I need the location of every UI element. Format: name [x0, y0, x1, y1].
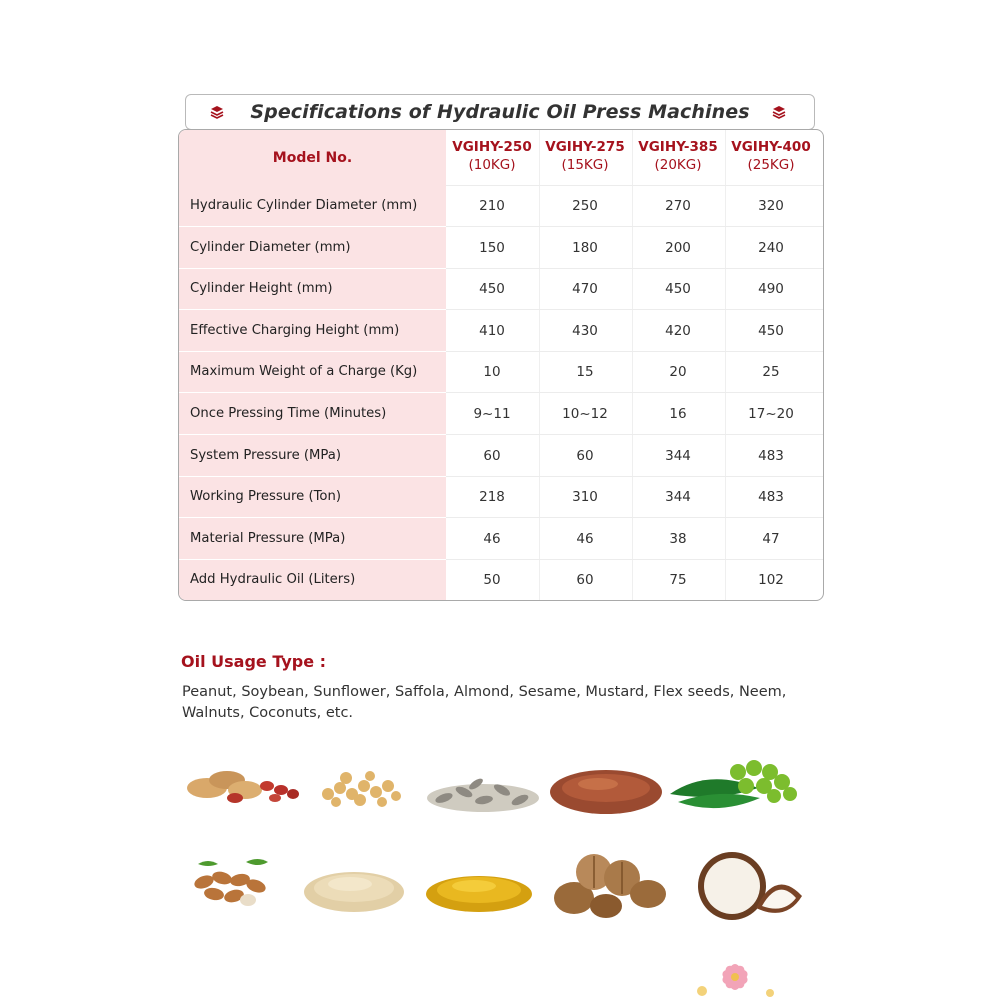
table-cell: 344 — [665, 489, 691, 506]
model-capacity: (25KG) — [747, 157, 795, 173]
soybean-image — [318, 764, 404, 810]
table-cell: 250 — [572, 198, 598, 214]
row-label: Hydraulic Cylinder Diameter (mm) — [190, 198, 418, 213]
table-cell: 210 — [479, 198, 505, 214]
table-cell: 16 — [669, 406, 687, 422]
table-cell: 490 — [758, 281, 784, 298]
spec-title-bar — [185, 94, 815, 130]
table-header-row — [179, 130, 823, 186]
table-row — [179, 519, 823, 560]
row-label: Working Pressure (Ton) — [190, 489, 342, 505]
model-header — [632, 138, 724, 174]
model-name: VGIHY-385 — [638, 139, 718, 155]
table-cell: 320 — [758, 198, 784, 214]
page-title: Specifications of Hydraulic Oil Press Machines — [250, 101, 750, 123]
table-cell: 200 — [665, 239, 691, 256]
table-cell: 483 — [758, 447, 784, 464]
almond-image — [188, 856, 272, 910]
spec-table — [178, 129, 824, 601]
table-cell: 240 — [758, 239, 784, 256]
table-cell: 9~11 — [473, 406, 511, 422]
model-header — [446, 138, 538, 174]
table-cell: 60 — [576, 572, 594, 589]
walnut-image — [550, 850, 670, 924]
table-cell: 310 — [572, 489, 598, 506]
table-cell: 218 — [479, 489, 505, 506]
table-cell: 180 — [572, 239, 598, 256]
table-row — [179, 436, 823, 477]
row-label: Cylinder Diameter (mm) — [190, 239, 351, 255]
peanut-image — [185, 760, 305, 810]
table-cell: 15 — [576, 364, 594, 381]
model-name: VGIHY-250 — [452, 139, 532, 155]
table-row — [179, 311, 823, 352]
table-cell: 38 — [669, 530, 687, 547]
table-cell: 47 — [762, 530, 780, 547]
table-cell: 17~20 — [748, 406, 794, 422]
oil-usage-text: Peanut, Soybean, Sunflower, Saffola, Almond, Sesame, Mustard, Flex seeds, Neem, Walnuts, Coconuts, etc. — [182, 684, 787, 721]
model-no-header: Model No. — [272, 150, 353, 166]
row-label: Material Pressure (MPa) — [190, 530, 346, 546]
flax-seed-image — [548, 762, 664, 818]
table-cell: 102 — [758, 572, 784, 589]
table-cell: 20 — [669, 364, 687, 381]
table-cell: 10~12 — [562, 406, 608, 422]
coconut-image — [694, 848, 804, 926]
table-cell: 430 — [572, 322, 598, 339]
table-cell: 420 — [665, 322, 691, 339]
model-capacity: (20KG) — [654, 157, 702, 173]
table-cell: 25 — [762, 364, 780, 381]
table-cell: 46 — [576, 530, 594, 547]
table-cell: 470 — [572, 281, 598, 298]
table-cell: 410 — [479, 322, 505, 339]
table-row — [179, 269, 823, 310]
table-cell: 344 — [665, 447, 691, 464]
table-cell: 60 — [576, 447, 594, 464]
row-label: Effective Charging Height (mm) — [190, 322, 400, 338]
model-header — [539, 138, 631, 174]
row-label: System Pressure (MPa) — [190, 447, 341, 463]
model-name: VGIHY-275 — [545, 139, 625, 155]
table-row — [179, 228, 823, 269]
table-cell: 60 — [483, 447, 501, 464]
flower-decoration-icon — [690, 955, 780, 1000]
table-cell: 450 — [479, 281, 505, 298]
table-cell: 150 — [479, 239, 505, 256]
model-header — [725, 138, 817, 174]
table-row — [179, 477, 823, 518]
model-name: VGIHY-400 — [731, 139, 811, 155]
row-label: Once Pressing Time (Minutes) — [190, 406, 387, 421]
model-capacity: (10KG) — [468, 157, 516, 173]
row-label: Cylinder Height (mm) — [190, 281, 333, 297]
header-divider — [446, 185, 823, 186]
table-row — [179, 352, 823, 393]
sesame-image — [302, 860, 406, 914]
model-capacity: (15KG) — [561, 157, 609, 173]
table-cell: 10 — [483, 364, 501, 381]
oil-usage-title: Oil Usage Type : — [181, 652, 327, 671]
table-cell: 450 — [665, 281, 691, 298]
mustard-image — [424, 860, 534, 914]
table-cell: 75 — [669, 572, 687, 589]
table-cell: 270 — [665, 198, 691, 214]
layers-icon — [772, 105, 786, 119]
table-row — [179, 186, 823, 227]
table-cell: 46 — [483, 530, 501, 547]
table-row — [179, 394, 823, 435]
sunflower-seed-image — [424, 768, 542, 816]
table-cell: 483 — [758, 489, 784, 506]
neem-image — [668, 758, 800, 818]
table-row — [179, 560, 823, 601]
table-cell: 450 — [758, 322, 784, 339]
table-cell: 50 — [483, 572, 501, 589]
row-label: Add Hydraulic Oil (Liters) — [190, 572, 356, 588]
row-label: Maximum Weight of a Charge (Kg) — [190, 364, 418, 380]
